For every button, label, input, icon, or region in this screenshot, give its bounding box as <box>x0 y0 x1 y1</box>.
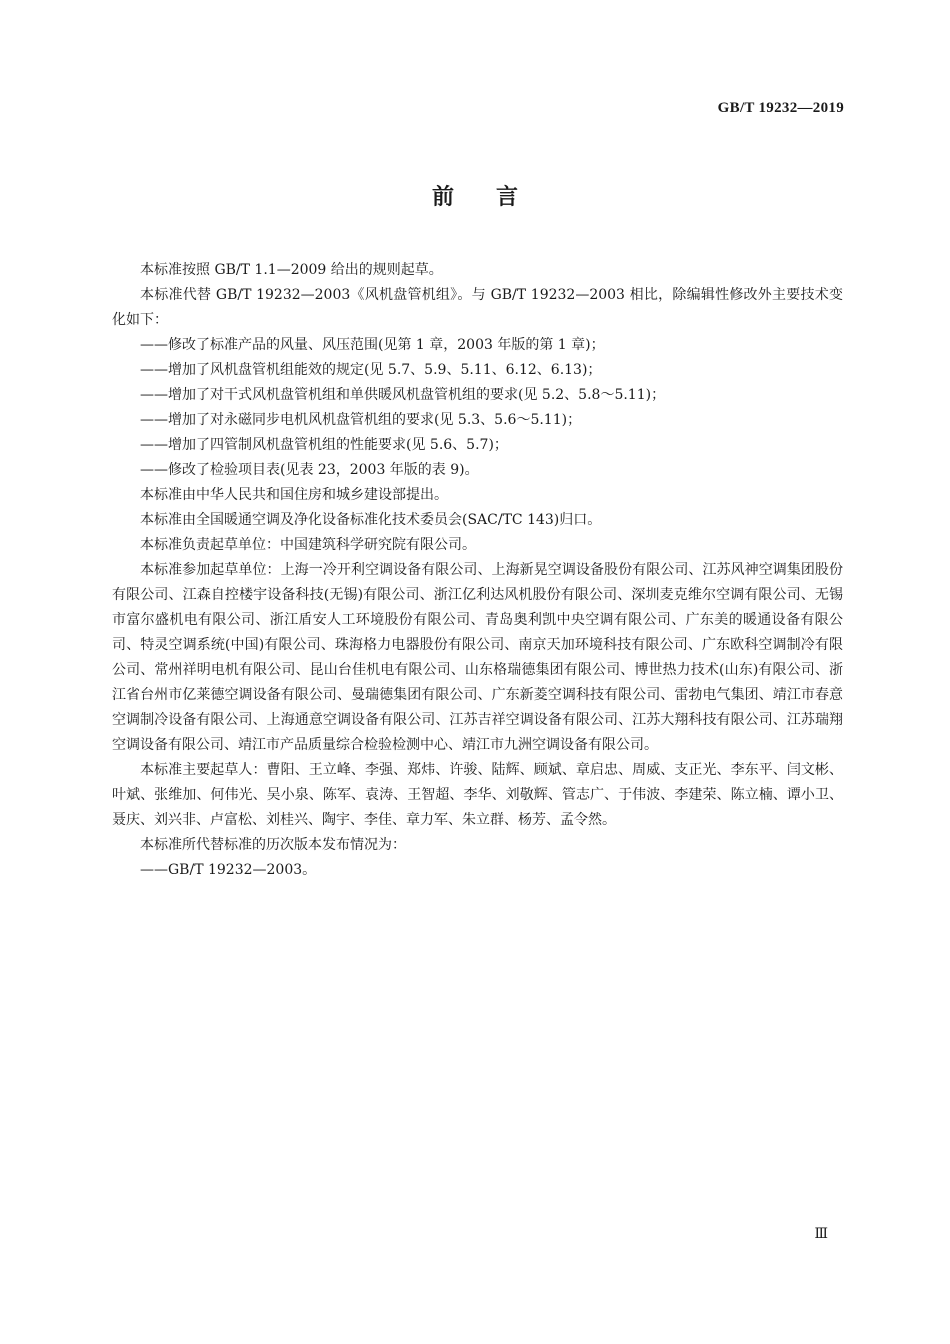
change-item: ——修改了检验项目表(见表 23，2003 年版的表 9)。 <box>140 462 479 478</box>
foreword-body <box>112 258 843 883</box>
paragraph-history-intro: 本标准所代替标准的历次版本发布情况为： <box>140 837 406 853</box>
paragraph-participating-units: 本标准参加起草单位：上海一冷开利空调设备有限公司、上海新晃空调设备股份有限公司、江苏风神空调集团股份有限公司、江森自控楼宇设备科技(无锡)有限公司、浙江亿利达风机股份有限公司、深圳麦克维尔空调有限公司、无锡市富尔盛机电有限公司、浙江盾安人工环境股份有限公司、青岛奥利凯中央空调有限公司、广东美的暖通设备有限公司、特灵空调系统(中国)有限公司、珠海格力电器股份有限公司、南京天加环境科技有限公司、广东欧科空调制冷有限公司、常州祥明电机有限公司、昆山台佳机电有限公司、山东格瑞德集团有限公司、博世热力技术(山东)有限公司、浙江省台州市亿莱德空调设备有限公司、曼瑞德集团有限公司、广东新菱空调科技有限公司、雷勃电气集团、靖江市春意空调制冷设备有限公司、上海通意空调设备有限公司、江苏吉祥空调设备有限公司、江苏大翔科技有限公司、江苏瑞翔空调设备有限公司、靖江市产品质量综合检验检测中心、靖江市九洲空调设备有限公司。 <box>112 562 843 753</box>
page-number: Ⅲ <box>814 1227 828 1242</box>
paragraph-lead-drafter: 本标准负责起草单位：中国建筑科学研究院有限公司。 <box>140 537 476 553</box>
change-item: ——增加了对干式风机盘管机组和单供暖风机盘管机组的要求(见 5.2、5.8～5.11)； <box>140 387 666 403</box>
history-item: ——GB/T 19232—2003。 <box>140 862 317 878</box>
paragraph-proposer: 本标准由中华人民共和国住房和城乡建设部提出。 <box>140 487 448 503</box>
change-item: ——增加了四管制风机盘管机组的性能要求(见 5.6、5.7)； <box>140 437 508 453</box>
paragraph-main-drafters: 本标准主要起草人：曹阳、王立峰、李强、郑炜、许骏、陆辉、顾斌、章启忠、周威、支正光、李东平、闫文彬、叶斌、张维加、何伟光、吴小泉、陈军、袁涛、王智超、李华、刘敬辉、管志广、于伟波、李建荣、陈立楠、谭小卫、聂庆、刘兴非、卢富松、刘桂兴、陶宇、李佳、章力军、朱立群、杨芳、孟令然。 <box>112 762 843 828</box>
page-title: 前言 <box>431 185 560 210</box>
standard-code: GB/T 19232—2019 <box>717 100 844 116</box>
paragraph-drafting-rules: 本标准按照 GB/T 1.1—2009 给出的规则起草。 <box>140 262 443 278</box>
change-item: ——增加了对永磁同步电机风机盘管机组的要求(见 5.3、5.6～5.11)； <box>140 412 582 428</box>
paragraph-committee: 本标准由全国暖通空调及净化设备标准化技术委员会(SAC/TC 143)归口。 <box>140 512 602 528</box>
change-item: ——修改了标准产品的风量、风压范围(见第 1 章，2003 年版的第 1 章)； <box>140 337 605 353</box>
change-item: ——增加了风机盘管机组能效的规定(见 5.7、5.9、5.11、6.12、6.13)； <box>140 362 602 378</box>
paragraph-replaces: 本标准代替 GB/T 19232—2003《风机盘管机组》。与 GB/T 19232—2003 相比，除编辑性修改外主要技术变化如下： <box>112 287 843 328</box>
